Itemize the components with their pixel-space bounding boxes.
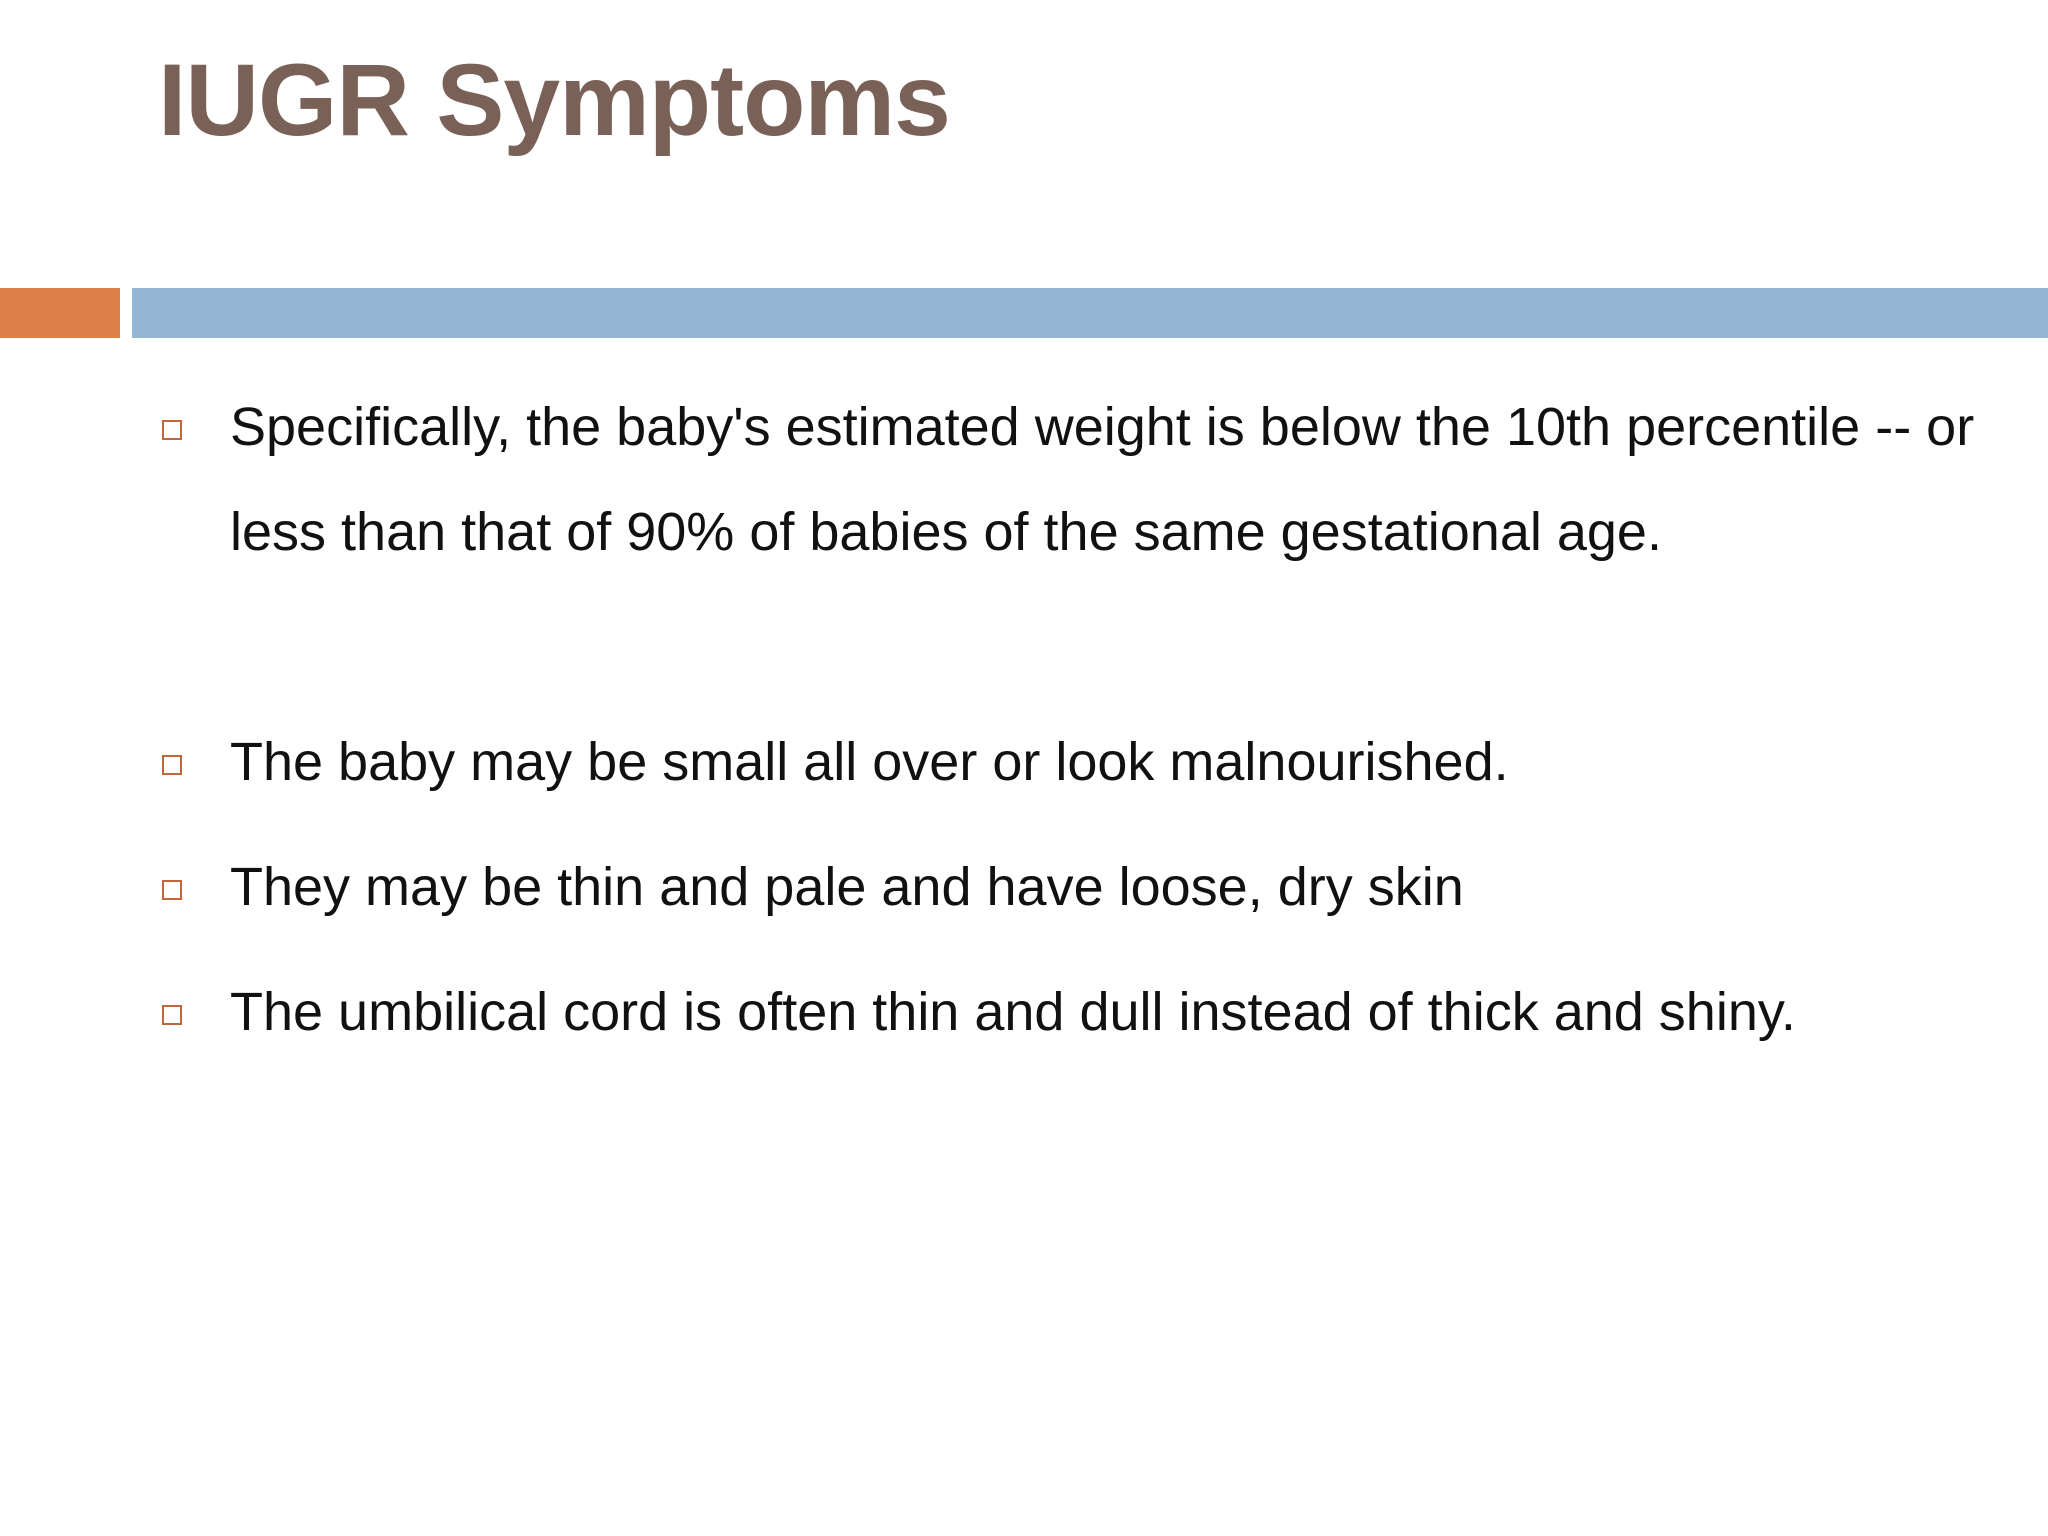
bullet-item <box>160 375 1980 585</box>
bullet-item <box>160 835 1980 940</box>
bullet-text: The baby may be small all over or look malnourished. <box>230 732 1509 792</box>
hollow-square-icon <box>162 420 182 440</box>
bullet-item <box>160 960 1980 1065</box>
bullet-text: They may be thin and pale and have loose, dry skin <box>230 857 1464 917</box>
slide-title: IUGR Symptoms <box>158 43 950 157</box>
title-divider-bar <box>132 288 2048 338</box>
hollow-square-icon <box>162 1005 182 1025</box>
hollow-square-icon <box>162 755 182 775</box>
hollow-square-icon <box>162 880 182 900</box>
bullet-item <box>160 710 1980 815</box>
bullet-text: The umbilical cord is often thin and dull instead of thick and shiny. <box>230 982 1796 1042</box>
bullet-text: Specifically, the baby's estimated weight is below the 10th percentile -- or less than that of 90% of babies of the same gestational age. <box>230 397 1975 562</box>
accent-bar <box>0 288 120 338</box>
